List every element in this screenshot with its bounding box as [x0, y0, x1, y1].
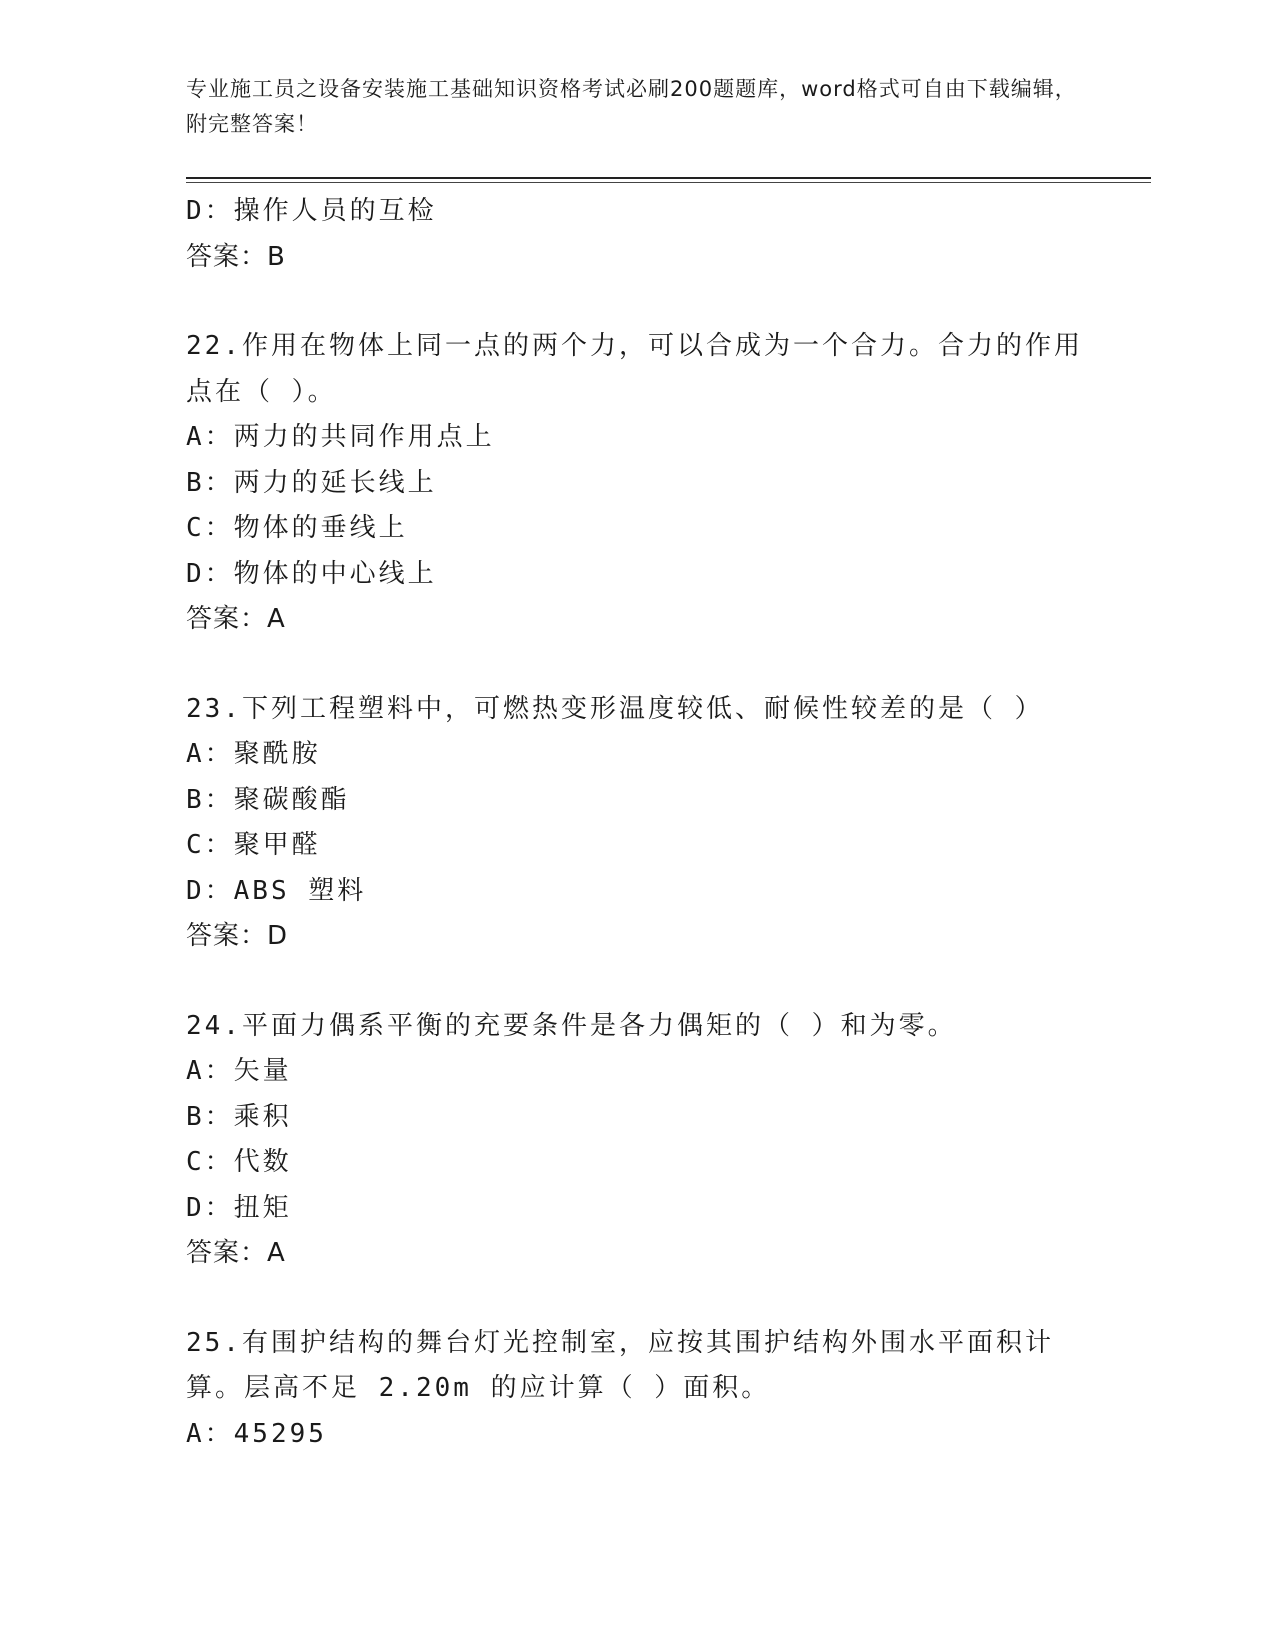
- header-divider-thin: [186, 182, 1151, 183]
- option-item: D：ABS 塑料: [186, 875, 367, 906]
- answer-label: 答案：A: [186, 604, 286, 634]
- page-header: 专业施工员之设备安装施工基础知识资格考试必刷200题题库，word格式可自由下载编辑，附完整答案！: [186, 77, 1077, 136]
- answer-label: 答案：D: [186, 921, 289, 951]
- question-spacer: [186, 643, 1086, 687]
- question-spacer: [186, 960, 1086, 1004]
- question-spacer: [186, 280, 1086, 324]
- header-divider: [186, 177, 1151, 179]
- option-item: A：矢量: [186, 1056, 292, 1086]
- option-item: A：两力的共同作用点上: [186, 422, 495, 452]
- question-stem: 24.平面力偶系平衡的充要条件是各力偶矩的（ ）和为零。: [186, 1010, 957, 1041]
- option-item: C：代数: [186, 1147, 292, 1177]
- option-item: B：聚碳酸酯: [186, 784, 350, 815]
- option-item: D：操作人员的互检: [186, 196, 437, 226]
- answer-label: 答案：B: [186, 241, 286, 272]
- option-item: D：物体的中心线上: [186, 558, 437, 589]
- option-item: C：物体的垂线上: [186, 513, 408, 543]
- question-spacer: [186, 1277, 1086, 1321]
- answer-label: 答案：A: [186, 1238, 286, 1268]
- option-item: C：聚甲醛: [186, 830, 321, 860]
- question-content: [186, 189, 1086, 1457]
- option-item: A：45295: [186, 1418, 327, 1449]
- option-item: D：扭矩: [186, 1192, 292, 1223]
- option-item: B：两力的延长线上: [186, 467, 437, 498]
- question-stem: 22.作用在物体上同一点的两个力，可以合成为一个合力。合力的作用点在（ ）。: [186, 331, 1083, 407]
- option-item: A：聚酰胺: [186, 739, 321, 769]
- question-stem: 25.有围护结构的舞台灯光控制室，应按其围护结构外围水平面积计算。层高不足 2.20m 的应计算（ ）面积。: [186, 1327, 1054, 1403]
- question-stem: 23.下列工程塑料中，可燃热变形温度较低、耐候性较差的是（ ）: [186, 693, 1044, 724]
- option-item: B：乘积: [186, 1101, 292, 1132]
